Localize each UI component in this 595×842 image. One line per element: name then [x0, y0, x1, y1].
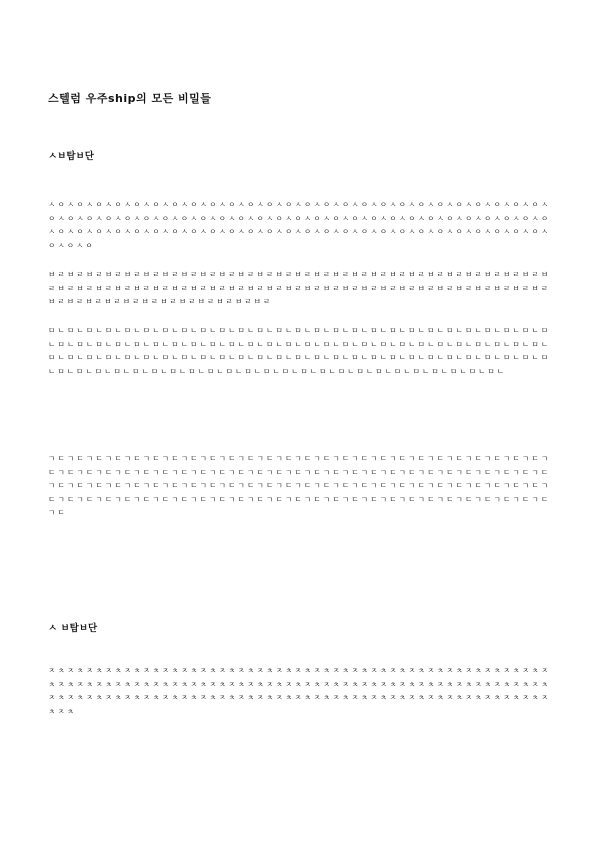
- section-heading-1: ㅅㅂ탐ㅂ단: [48, 151, 94, 162]
- section-heading-2: ㅅ ㅂ탐ㅂ단: [48, 623, 98, 634]
- paragraph-2: ㅂ ㄹ ㅂ ㄹ ㅂ ㄹ ㅂ ㄹ ㅂ ㄹ ㅂ ㄹ ㅂ ㄹ ㅂ ㄹ ㅂ ㄹ ㅂ ㄹ ㅂ ㄹ ㅂ ㄹ ㅂ ㄹ ㅂ ㄹ ㅂ ㄹ ㅂ ㄹ ㅂ ㄹ ㅂ ㄹ ㅂ ㄹ ㅂ ㄹ ㅂ ㄹ ㅂ ㄹ ㅂ ㄹ ㅂ ㄹ ㅂ ㄹ ㅂ ㄹ ㅂ ㄹ ㅂ ㄹ ㅂ ㄹ ㅂ ㄹ ㅂ ㄹ ㅂ ㄹ ㅂ ㄹ ㅂ ㄹ ㅂ ㄹ ㅂ ㄹ ㅂ ㄹ ㅂ ㄹ ㅂ ㄹ ㅂ ㄹ ㅂ ㄹ ㅂ ㄹ ㅂ ㄹ ㅂ ㄹ ㅂ ㄹ ㅂ ㄹ ㅂ ㄹ ㅂ ㄹ ㅂ ㄹ ㅂ ㄹ ㅂ ㄹ ㅂ ㄹ ㅂ ㄹ ㅂ ㄹ ㅂ ㄹ ㅂ ㄹ ㅂ ㄹ ㅂ ㄹ ㅂ ㄹ ㅂ ㄹ ㅂ ㄹ ㅂ ㄹ ㅂ ㄹ ㅂ ㄹ ㅂ ㄹ: [48, 270, 548, 307]
- paragraph-1: ㅅ ㅇ ㅅ ㅇ ㅅ ㅇ ㅅ ㅇ ㅅ ㅇ ㅅ ㅇ ㅅ ㅇ ㅅ ㅇ ㅅ ㅇ ㅅ ㅇ ㅅ ㅇ ㅅ ㅇ ㅅ ㅇ ㅅ ㅇ ㅅ ㅇ ㅅ ㅇ ㅅ ㅇ ㅅ ㅇ ㅅ ㅇ ㅅ ㅇ ㅅ ㅇ ㅅ ㅇ ㅅ ㅇ ㅅ ㅇ ㅅ ㅇ ㅅ ㅇ ㅅ ㅇ ㅅ ㅇ ㅅ ㅇ ㅅ ㅇ ㅅ ㅇ ㅅ ㅇ ㅅ ㅇ ㅅ ㅇ ㅅ ㅇ ㅅ ㅇ ㅅ ㅇ ㅅ ㅇ ㅅ ㅇ ㅅ ㅇ ㅅ ㅇ ㅅ ㅇ ㅅ ㅇ ㅅ ㅇ ㅅ ㅇ ㅅ ㅇ ㅅ ㅇ ㅅ ㅇ ㅅ ㅇ ㅅ ㅇ ㅅ ㅇ ㅅ ㅇ ㅅ ㅇ ㅅ ㅇ ㅅ ㅇ ㅅ ㅇ ㅅ ㅇ ㅅ ㅇ ㅅ ㅇ ㅅ ㅇ ㅅ ㅇ ㅅ ㅇ ㅅ ㅇ ㅅ ㅇ ㅅ ㅇ ㅅ ㅇ ㅅ ㅇ ㅅ ㅇ ㅅ ㅇ ㅅ ㅇ ㅅ ㅇ ㅅ ㅇ ㅅ ㅇ ㅅ ㅇ ㅅ ㅇ ㅅ ㅇ ㅅ ㅇ ㅅ ㅇ ㅅ ㅇ ㅅ ㅇ ㅅ ㅇ ㅅ ㅇ: [48, 200, 548, 250]
- paragraph-5: ㅈ ㅊ ㅈ ㅊ ㅈ ㅊ ㅈ ㅊ ㅈ ㅊ ㅈ ㅊ ㅈ ㅊ ㅈ ㅊ ㅈ ㅊ ㅈ ㅊ ㅈ ㅊ ㅈ ㅊ ㅈ ㅊ ㅈ ㅊ ㅈ ㅊ ㅈ ㅊ ㅈ ㅊ ㅈ ㅊ ㅈ ㅊ ㅈ ㅊ ㅈ ㅊ ㅈ ㅊ ㅈ ㅊ ㅈ ㅊ ㅈ ㅊ ㅈ ㅊ ㅈ ㅊ ㅈ ㅊ ㅈ ㅊ ㅈ ㅊ ㅈ ㅊ ㅈ ㅊ ㅈ ㅊ ㅈ ㅊ ㅈ ㅊ ㅈ ㅊ ㅈ ㅊ ㅈ ㅊ ㅈ ㅊ ㅈ ㅊ ㅈ ㅊ ㅈ ㅊ ㅈ ㅊ ㅈ ㅊ ㅈ ㅊ ㅈ ㅊ ㅈ ㅊ ㅈ ㅊ ㅈ ㅊ ㅈ ㅊ ㅈ ㅊ ㅈ ㅊ ㅈ ㅊ ㅈ ㅊ ㅈ ㅊ ㅈ ㅊ ㅈ ㅊ ㅈ ㅊ ㅈ ㅊ ㅈ ㅊ ㅈ ㅊ ㅈ ㅊ ㅈ ㅊ ㅈ ㅊ ㅈ ㅊ ㅈ ㅊ ㅈ ㅊ ㅈ ㅊ ㅈ ㅊ ㅈ ㅊ ㅈ ㅊ ㅈ ㅊ ㅈ ㅊ ㅈ ㅊ ㅈ ㅊ ㅈ ㅊ ㅈ ㅊ ㅈ ㅊ ㅈ ㅊ ㅈ ㅊ ㅈ ㅊ: [48, 666, 548, 716]
- paragraph-4: ㄱ ㄷ ㄱ ㄷ ㄱ ㄷ ㄱ ㄷ ㄱ ㄷ ㄱ ㄷ ㄱ ㄷ ㄱ ㄷ ㄱ ㄷ ㄱ ㄷ ㄱ ㄷ ㄱ ㄷ ㄱ ㄷ ㄱ ㄷ ㄱ ㄷ ㄱ ㄷ ㄱ ㄷ ㄱ ㄷ ㄱ ㄷ ㄱ ㄷ ㄱ ㄷ ㄱ ㄷ ㄱ ㄷ ㄱ ㄷ ㄱ ㄷ ㄱ ㄷ ㄱ ㄷ ㄱ ㄷ ㄱ ㄷ ㄱ ㄷ ㄱ ㄷ ㄱ ㄷ ㄱ ㄷ ㄱ ㄷ ㄱ ㄷ ㄱ ㄷ ㄱ ㄷ ㄱ ㄷ ㄱ ㄷ ㄱ ㄷ ㄱ ㄷ ㄱ ㄷ ㄱ ㄷ ㄱ ㄷ ㄱ ㄷ ㄱ ㄷ ㄱ ㄷ ㄱ ㄷ ㄱ ㄷ ㄱ ㄷ ㄱ ㄷ ㄱ ㄷ ㄱ ㄷ ㄱ ㄷ ㄱ ㄷ ㄱ ㄷ ㄱ ㄷ ㄱ ㄷ ㄱ ㄷ ㄱ ㄷ ㄱ ㄷ ㄱ ㄷ ㄱ ㄷ ㄱ ㄷ ㄱ ㄷ ㄱ ㄷ ㄱ ㄷ ㄱ ㄷ ㄱ ㄷ ㄱ ㄷ ㄱ ㄷ ㄱ ㄷ ㄱ ㄷ ㄱ ㄷ ㄱ ㄷ ㄱ ㄷ ㄱ ㄷ ㄱ ㄷ ㄱ ㄷ ㄱ ㄷ ㄱ ㄷ ㄱ ㄷ ㄱ ㄷ ㄱ ㄷ ㄱ ㄷ ㄱ ㄷ ㄱ ㄷ ㄱ ㄷ ㄱ ㄷ ㄱ ㄷ ㄱ ㄷ ㄱ ㄷ ㄱ ㄷ ㄱ ㄷ ㄱ ㄷ ㄱ ㄷ ㄱ ㄷ ㄱ ㄷ ㄱ ㄷ ㄱ ㄷ ㄱ ㄷ ㄱ ㄷ ㄱ ㄷ ㄱ ㄷ ㄱ ㄷ ㄱ ㄷ ㄱ ㄷ: [48, 454, 548, 518]
- paragraph-3: ㅁ ㄴ ㅁ ㄴ ㅁ ㄴ ㅁ ㄴ ㅁ ㄴ ㅁ ㄴ ㅁ ㄴ ㅁ ㄴ ㅁ ㄴ ㅁ ㄴ ㅁ ㄴ ㅁ ㄴ ㅁ ㄴ ㅁ ㄴ ㅁ ㄴ ㅁ ㄴ ㅁ ㄴ ㅁ ㄴ ㅁ ㄴ ㅁ ㄴ ㅁ ㄴ ㅁ ㄴ ㅁ ㄴ ㅁ ㄴ ㅁ ㄴ ㅁ ㄴ ㅁ ㄴ ㅁ ㄴ ㅁ ㄴ ㅁ ㄴ ㅁ ㄴ ㅁ ㄴ ㅁ ㄴ ㅁ ㄴ ㅁ ㄴ ㅁ ㄴ ㅁ ㄴ ㅁ ㄴ ㅁ ㄴ ㅁ ㄴ ㅁ ㄴ ㅁ ㄴ ㅁ ㄴ ㅁ ㄴ ㅁ ㄴ ㅁ ㄴ ㅁ ㄴ ㅁ ㄴ ㅁ ㄴ ㅁ ㄴ ㅁ ㄴ ㅁ ㄴ ㅁ ㄴ ㅁ ㄴ ㅁ ㄴ ㅁ ㄴ ㅁ ㄴ ㅁ ㄴ ㅁ ㄴ ㅁ ㄴ ㅁ ㄴ ㅁ ㄴ ㅁ ㄴ ㅁ ㄴ ㅁ ㄴ ㅁ ㄴ ㅁ ㄴ ㅁ ㄴ ㅁ ㄴ ㅁ ㄴ ㅁ ㄴ ㅁ ㄴ ㅁ ㄴ ㅁ ㄴ ㅁ ㄴ ㅁ ㄴ ㅁ ㄴ ㅁ ㄴ ㅁ ㄴ ㅁ ㄴ ㅁ ㄴ ㅁ ㄴ ㅁ ㄴ ㅁ ㄴ ㅁ ㄴ ㅁ ㄴ ㅁ ㄴ ㅁ ㄴ ㅁ ㄴ ㅁ ㄴ ㅁ ㄴ ㅁ ㄴ ㅁ ㄴ ㅁ ㄴ ㅁ ㄴ ㅁ ㄴ ㅁ ㄴ ㅁ ㄴ ㅁ ㄴ ㅁ ㄴ ㅁ ㄴ ㅁ ㄴ ㅁ ㄴ ㅁ ㄴ: [48, 326, 548, 376]
- document-title: 스텔럼 우주ship의 모든 비밀들: [48, 92, 212, 105]
